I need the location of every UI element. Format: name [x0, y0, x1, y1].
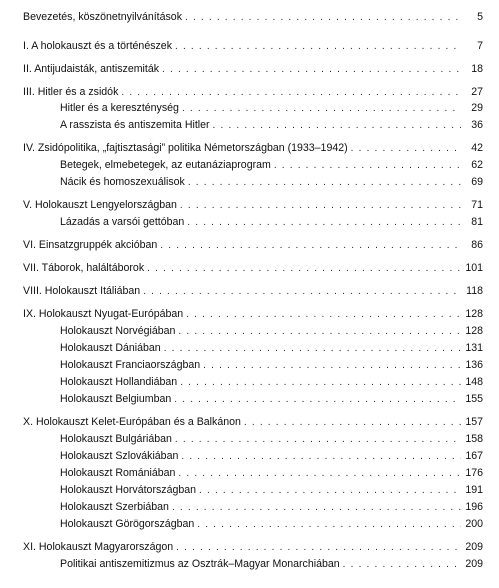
toc-entry-page-number: 29 [471, 102, 483, 114]
toc-entry-title: III. Hitler és a zsidók [23, 86, 119, 98]
toc-entry-title: XI. Holokauszt Magyarországon [23, 541, 174, 553]
toc-entry [60, 116, 483, 132]
toc-entry-page-number: 176 [465, 467, 483, 479]
toc-entry [23, 83, 483, 99]
toc-entry-page-number: 200 [465, 518, 483, 530]
toc-entry [60, 373, 483, 389]
dot-leader [343, 558, 461, 571]
toc-entry-page-number: 118 [466, 285, 483, 297]
dot-leader [172, 501, 461, 514]
toc-entry-page-number: 128 [465, 308, 483, 320]
toc-entry-page-number: 18 [471, 63, 483, 75]
toc-entry-title: V. Holokauszt Lengyelországban [23, 199, 177, 211]
dot-leader [175, 433, 461, 446]
dot-leader [244, 416, 461, 429]
toc-entry-title: VI. Einsatzgruppék akcióban [23, 239, 158, 251]
toc-entry-title: Holokauszt Norvégiában [60, 325, 176, 337]
toc-entry-title: Holokauszt Görögországban [60, 518, 195, 530]
toc-entry-page-number: 86 [471, 239, 483, 251]
toc-entry [60, 322, 483, 338]
toc-entry-page-number: 131 [465, 342, 483, 354]
toc-entry-title: A rasszista és antiszemita Hitler [60, 119, 210, 131]
toc-entry [23, 305, 483, 321]
toc-entry-title: IV. Zsidópolitika, „fajtisztasági” politika Németországban (1933–1942) [23, 142, 348, 154]
toc-entry-title: Betegek, elmebetegek, az eutanáziaprogram [60, 159, 271, 171]
toc-entry-page-number: 148 [465, 376, 483, 388]
dot-leader [162, 63, 461, 76]
toc-entry [60, 213, 483, 229]
toc-entry-title: Nácik és homoszexuálisok [60, 176, 185, 188]
toc-entry-title: I. A holokauszt és a történészek [23, 40, 172, 52]
toc-entry [60, 515, 483, 531]
dot-leader [176, 541, 461, 554]
toc-entry-page-number: 157 [465, 416, 483, 428]
dot-leader [186, 308, 461, 321]
toc-entry-page-number: 62 [471, 159, 483, 171]
toc-entry-title: Politikai antiszemitizmus az Osztrák–Magyar Monarchiában [60, 558, 340, 570]
toc-entry-page-number: 196 [465, 501, 483, 513]
dot-leader [187, 216, 461, 229]
dot-leader [164, 342, 461, 355]
toc-entry-title: Holokauszt Dániában [60, 342, 161, 354]
toc-entry-page-number: 128 [465, 325, 483, 337]
toc-entry [23, 196, 483, 212]
dot-leader [121, 86, 461, 99]
dot-leader [188, 176, 461, 189]
toc-entry [23, 8, 483, 24]
toc-entry [60, 156, 483, 172]
toc-entry-page-number: 209 [465, 541, 483, 553]
toc-entry [23, 37, 483, 53]
toc-entry [60, 356, 483, 372]
toc-entry-title: IX. Holokauszt Nyugat-Európában [23, 308, 184, 320]
toc-entry-page-number: 101 [465, 262, 483, 274]
toc-entry-page-number: 27 [471, 86, 483, 98]
toc-entry [23, 139, 483, 155]
dot-leader [203, 359, 461, 372]
toc-entry-title: Holokauszt Bulgáriában [60, 433, 172, 445]
toc-entry [60, 99, 483, 115]
toc-entry [23, 60, 483, 76]
toc-entry-page-number: 5 [477, 11, 483, 23]
toc-entry [60, 464, 483, 480]
toc-entry-page-number: 191 [465, 484, 483, 496]
toc-entry-page-number: 42 [471, 142, 483, 154]
dot-leader [182, 102, 461, 115]
dot-leader [143, 285, 461, 298]
toc-entry-page-number: 209 [465, 558, 483, 570]
toc-entry-page-number: 136 [465, 359, 483, 371]
toc-entry-page-number: 158 [465, 433, 483, 445]
toc-entry [60, 481, 483, 497]
dot-leader [175, 40, 461, 53]
dot-leader [181, 450, 461, 463]
toc-entry-title: VII. Táborok, haláltáborok [23, 262, 145, 274]
toc-entry-title: Hitler és a kereszténység [60, 102, 179, 114]
toc-entry [60, 555, 483, 571]
toc-entry [23, 236, 483, 252]
toc-entry-page-number: 7 [477, 40, 483, 52]
dot-leader [174, 393, 461, 406]
toc-entry-page-number: 71 [471, 199, 483, 211]
dot-leader [199, 484, 461, 497]
toc-entry-title: VIII. Holokauszt Itáliában [23, 285, 141, 297]
dot-leader [180, 376, 461, 389]
dot-leader [197, 518, 461, 531]
toc-entry-title: II. Antijudaisták, antiszemiták [23, 63, 160, 75]
toc-entry-title: Holokauszt Horvátországban [60, 484, 197, 496]
toc-entry-title: Holokauszt Franciaországban [60, 359, 201, 371]
dot-leader [351, 142, 461, 155]
toc-entry [23, 282, 483, 298]
toc-entry-title: Holokauszt Romániában [60, 467, 176, 479]
toc-entry-title: Bevezetés, köszönetnyilvánítások [23, 11, 182, 23]
toc-entry-title: Holokauszt Hollandiában [60, 376, 178, 388]
toc-entry-page-number: 167 [465, 450, 483, 462]
toc-entry [60, 339, 483, 355]
toc-entry-page-number: 69 [471, 176, 483, 188]
dot-leader [185, 11, 461, 24]
toc-entry [60, 430, 483, 446]
toc-entry-title: X. Holokauszt Kelet-Európában és a Balkánon [23, 416, 241, 428]
dot-leader [160, 239, 461, 252]
toc-entry [60, 447, 483, 463]
toc-entry-title: Holokauszt Szlovákiában [60, 450, 179, 462]
dot-leader [178, 467, 461, 480]
toc-entry-page-number: 36 [471, 119, 483, 131]
toc-entry-title: Holokauszt Szerbiában [60, 501, 169, 513]
toc-entry [23, 259, 483, 275]
dot-leader [147, 262, 461, 275]
toc-entry [60, 173, 483, 189]
dot-leader [180, 199, 461, 212]
toc-entry-title: Holokauszt Belgiumban [60, 393, 172, 405]
dot-leader [274, 159, 461, 172]
toc-entry-page-number: 81 [471, 216, 483, 228]
dot-leader [178, 325, 461, 338]
dot-leader [213, 119, 461, 132]
toc-entry [23, 413, 483, 429]
toc-entry [60, 498, 483, 514]
toc-entry-page-number: 155 [465, 393, 483, 405]
toc-entry [23, 538, 483, 554]
toc-entry [60, 390, 483, 406]
toc-entry-title: Lázadás a varsói gettóban [60, 216, 185, 228]
